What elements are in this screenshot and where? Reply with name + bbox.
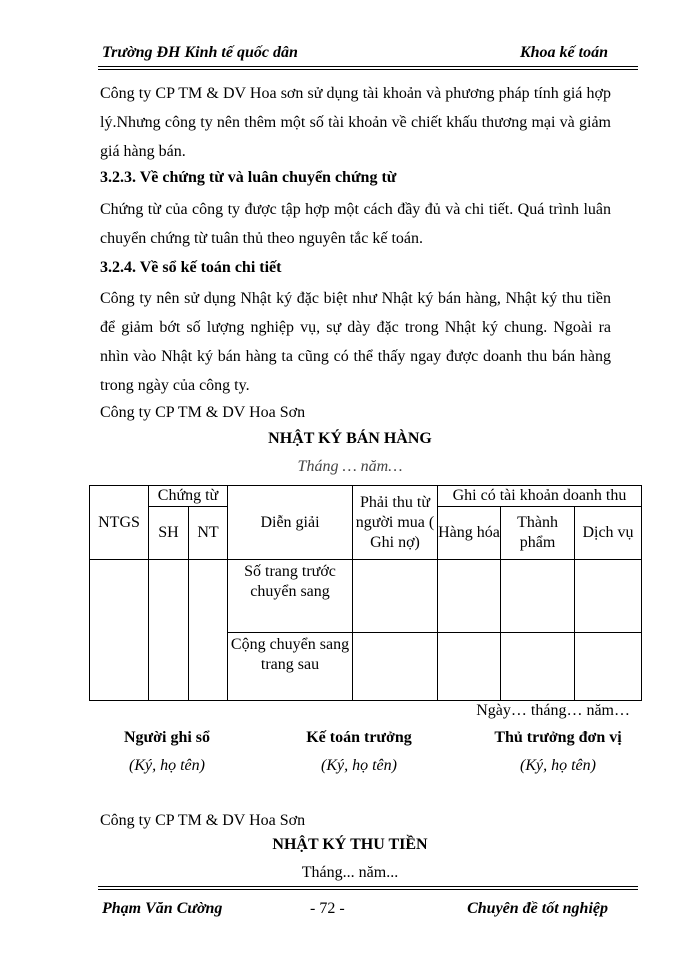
header-rule	[98, 66, 638, 67]
col-header-ghi-co: Ghi có tài khoản doanh thu	[438, 486, 642, 507]
footer-rule-2	[98, 889, 638, 890]
col-header-phai-thu: Phải thu từ người mua ( Ghi nợ)	[353, 486, 438, 560]
page-footer	[100, 900, 610, 922]
col-header-chung-tu: Chứng từ	[149, 486, 228, 507]
journal-title-sales: NHẬT KÝ BÁN HÀNG	[268, 430, 432, 447]
journal-period-receipts: Tháng... năm...	[301, 864, 399, 881]
journal-period-sales: Tháng … năm…	[297, 458, 403, 475]
row-label-carried-forward: Số trang trước chuyển sang	[228, 560, 353, 633]
col-header-hang-hoa: Hàng hóa	[438, 507, 501, 560]
footer-author: Phạm Văn Cường	[102, 900, 223, 917]
journal-title-receipts: NHẬT KÝ THU TIỀN	[272, 836, 428, 853]
sales-journal-table	[89, 485, 642, 701]
row-label-carry-over: Cộng chuyển sang trang sau	[228, 633, 353, 701]
company-name-1: Công ty CP TM & DV Hoa Sơn	[100, 404, 306, 421]
footer-title: Chuyên đề tốt nghiệp	[467, 900, 608, 917]
section-heading-3-2-3: 3.2.3. Về chứng từ và luân chuyển chứng từ	[100, 169, 397, 186]
signature-note-3: (Ký, họ tên)	[520, 757, 596, 774]
page-number: - 72 -	[310, 900, 345, 917]
col-header-thanh-pham: Thành phẩm	[501, 507, 575, 560]
col-header-nt: NT	[189, 507, 228, 560]
date-line: Ngày… tháng… năm…	[476, 702, 630, 719]
signature-note-1: (Ký, họ tên)	[129, 757, 205, 774]
header-rule-2	[98, 69, 638, 70]
header-faculty: Khoa kế toán	[519, 44, 608, 61]
signature-role-bookkeeper: Người ghi sổ	[123, 729, 211, 746]
signature-role-director: Thủ trưởng đơn vị	[494, 729, 622, 746]
section-heading-3-2-4: 3.2.4. Về sổ kế toán chi tiết	[100, 259, 282, 276]
footer-rule	[98, 886, 638, 887]
col-header-dich-vu: Dịch vụ	[575, 507, 642, 560]
col-header-ntgs: NTGS	[90, 486, 149, 560]
paragraph-2: Chứng từ của công ty được tập hợp một cách đầy đủ và chi tiết. Quá trình luân chuyển chứng từ tuân thủ theo nguyên tắc kế toán.	[100, 201, 611, 247]
company-name-2: Công ty CP TM & DV Hoa Sơn	[100, 812, 306, 829]
col-header-sh: SH	[149, 507, 189, 560]
table-row	[90, 560, 642, 633]
paragraph-1: Công ty CP TM & DV Hoa sơn sử dụng tài khoản và phương pháp tính giá hợp lý.Nhưng công ty nên thêm một số tài khoản về chiết khấu thương mại và giảm giá hàng bán.	[100, 85, 611, 160]
signature-note-2: (Ký, họ tên)	[321, 757, 397, 774]
page-header	[100, 44, 610, 66]
signature-role-chief-accountant: Kế toán trưởng	[306, 729, 412, 746]
header-university: Trường ĐH Kinh tế quốc dân	[102, 44, 298, 61]
col-header-dien-giai: Diễn giải	[228, 486, 353, 560]
paragraph-3: Công ty nên sử dụng Nhật ký đặc biệt như Nhật ký bán hàng, Nhật ký thu tiền để giảm bớt số lượng nghiệp vụ, sự dày đặc trong Nhật ký chung. Ngoài ra nhìn vào Nhật ký bán hàng ta cũng có thể thấy ngay được doanh thu bán hàng trong ngày của công ty.	[100, 290, 611, 394]
